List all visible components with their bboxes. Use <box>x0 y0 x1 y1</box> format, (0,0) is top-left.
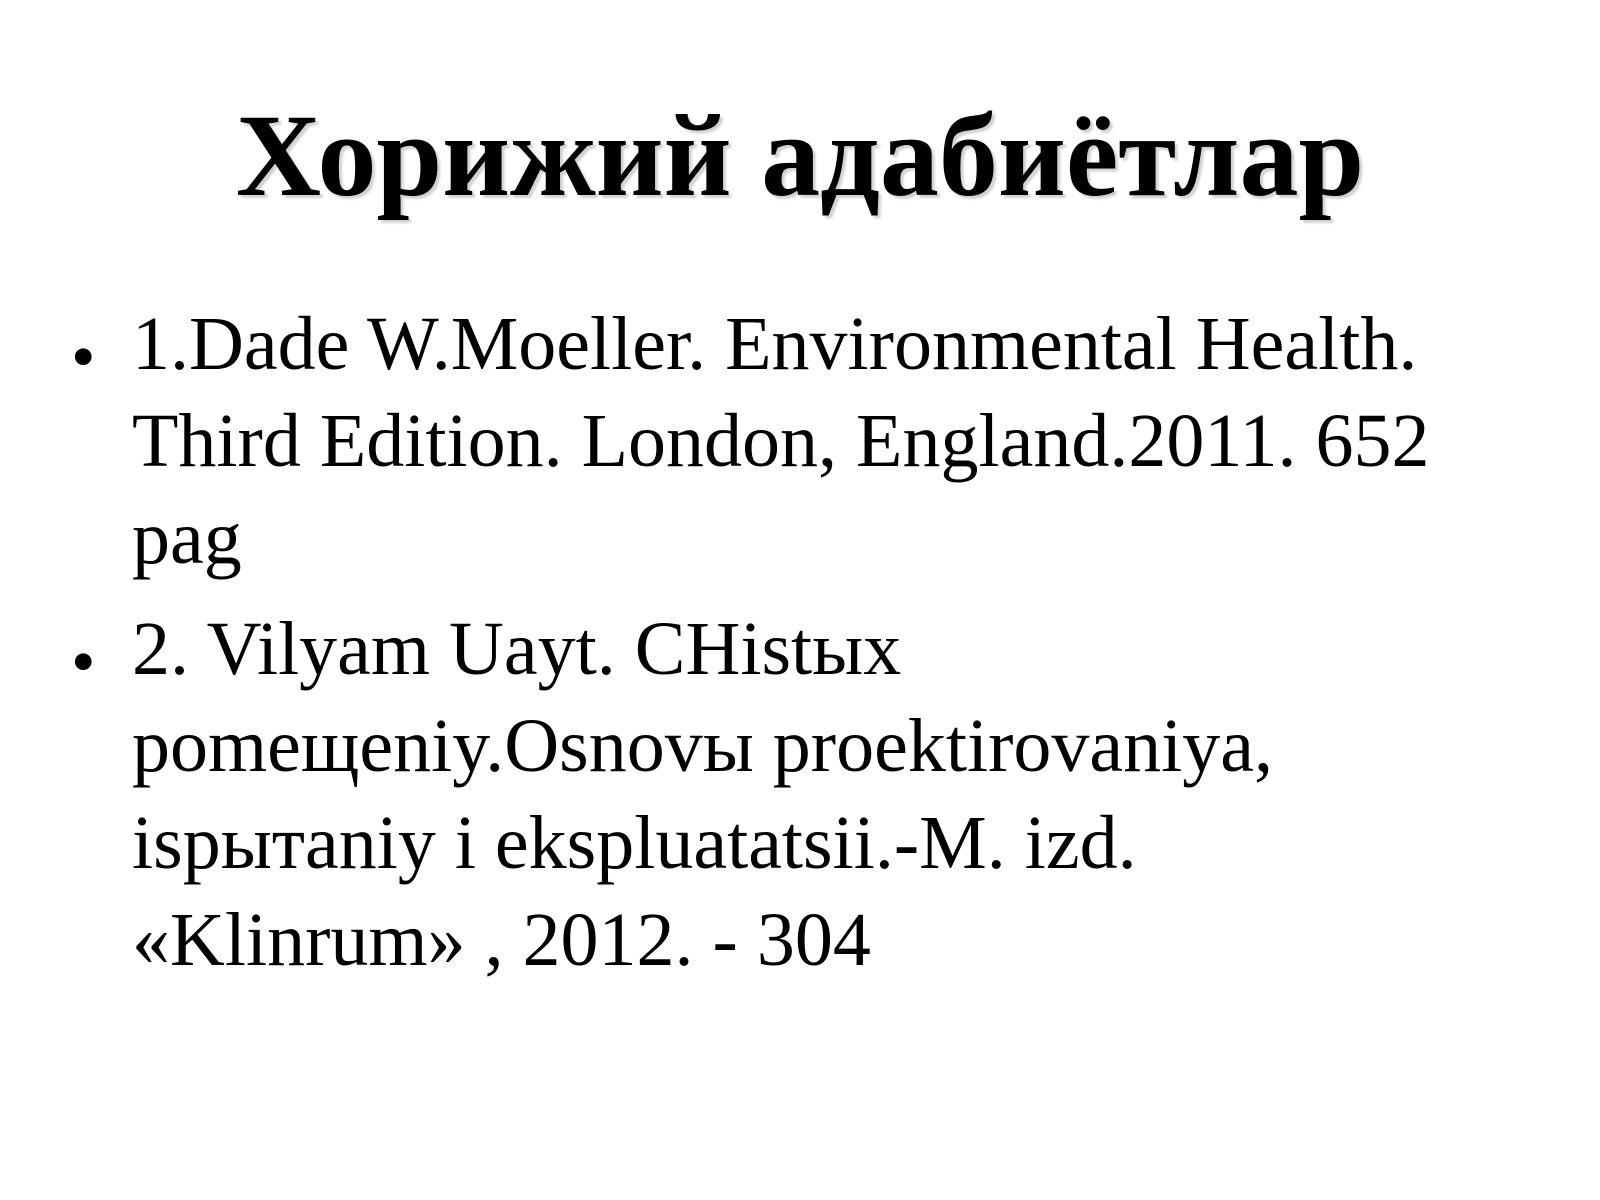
list-item <box>0 296 1600 587</box>
reference-text-line: pag <box>132 496 242 580</box>
reference-text-line: ispытaniy i ekspluatatsii.-M. izd. <box>132 801 1137 885</box>
reference-text-line: Third Edition. London, England.2011. 652 <box>132 399 1430 483</box>
reference-text-line: 2. Vilyam Uayt. CHistых <box>132 607 902 691</box>
reference-text-line: 1.Dade W.Moeller. Environmental Health. <box>132 302 1418 386</box>
reference-list <box>0 296 1600 1003</box>
bullet-icon: • <box>71 624 96 701</box>
reference-text-line: «Klinrum» , 2012. - 304 <box>132 898 871 982</box>
list-item <box>0 601 1600 989</box>
reference-text-line: pomeщeniy.Osnovы proektirovaniya, <box>132 704 1273 788</box>
bullet-icon: • <box>71 319 96 396</box>
slide-title: Хорижий адабиётлар <box>235 90 1365 221</box>
